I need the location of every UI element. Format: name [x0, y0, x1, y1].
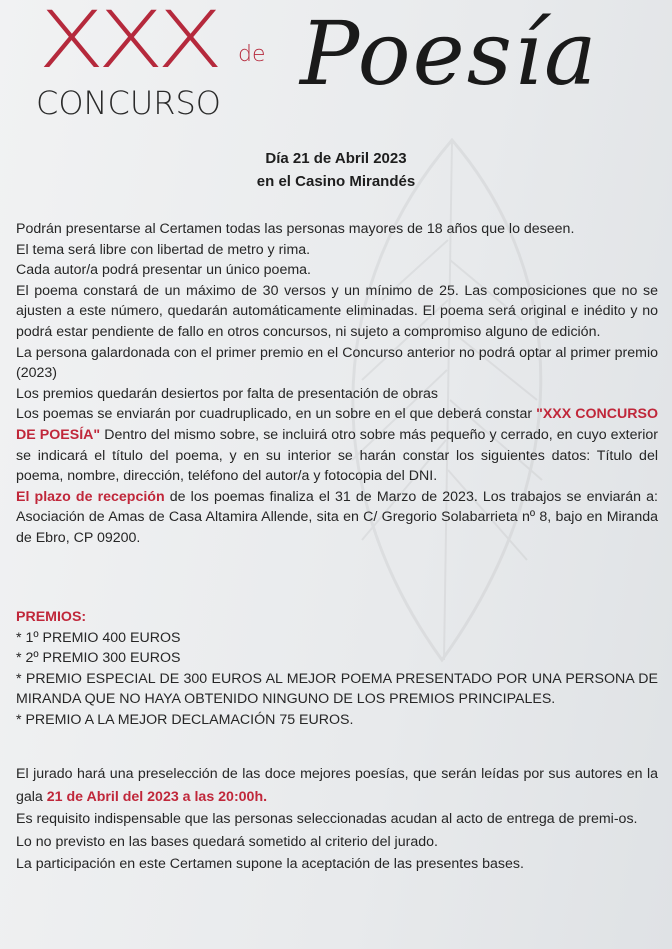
prize-item: * PREMIO A LA MEJOR DECLAMACIÓN 75 EUROS.	[16, 711, 354, 728]
rule-paragraph: Cada autor/a podrá presentar un único poema.	[16, 262, 311, 279]
closing-text: El jurado hará una preselección de las doce mejores poesías, que serán leídas por sus autores en la gala	[16, 766, 658, 805]
rule-paragraph: Los premios quedarán desiertos por falta de presentación de obras	[16, 385, 438, 402]
rule-paragraph: El poema constará de un máximo de 30 versos y un mínimo de 25. Las composiciones que no se ajusten a este número, quedarán automáticamente eliminadas. El poema será original e inédito y no podrá estar pendiente de fallo en otros concursos, ni sujeto a compromiso alguno de edición.	[16, 282, 658, 340]
rule-text: de los poemas finaliza el 31 de Marzo de 2023. Los trabajos se enviarán a: Asociación de Amas de Casa Altamira Allende, sita en C/ Gregorio Solabarrieta nº 8, bajo en Miranda de Ebro, CP 09200.	[16, 488, 658, 546]
prize-item: * 1º PREMIO 400 EUROS	[16, 629, 181, 646]
closing-paragraph: Lo no previsto en las bases quedará sometido al criterio del jurado.	[16, 833, 438, 850]
rule-paragraph: Podrán presentarse al Certamen todas las personas mayores de 18 años que lo deseen.	[16, 221, 575, 237]
concurso-label: CONCURSO	[36, 84, 221, 122]
rule-paragraph: La persona galardonada con el primer premio en el Concurso anterior no podrá optar al primer premio (2023)	[16, 344, 658, 382]
rule-text: Los poemas se enviarán por cuadruplicado, en un sobre en el que deberá constar	[16, 406, 537, 423]
rule-paragraph: El tema será libre con libertad de metro y rima.	[16, 241, 311, 258]
prize-item: * PREMIO ESPECIAL DE 300 EUROS AL MEJOR POEMA PRESENTADO POR UNA PERSONA DE MIRANDA QUE NO HAYA OBTENIDO NINGUNO DE LOS PREMIOS PRINCIPALES.	[16, 670, 658, 708]
poster-header	[0, 0, 672, 140]
roman-numeral-logo: XXX	[38, 0, 216, 86]
prize-item: * 2º PREMIO 300 EUROS	[16, 650, 181, 667]
rule-paragraph	[16, 487, 658, 549]
closing-paragraph: Es requisito indispensable que las personas seleccionadas acudan al acto de entrega de premi-os.	[16, 811, 638, 828]
prizes-section	[16, 607, 658, 731]
event-date: Día 21 de Abril 2023	[265, 150, 407, 167]
event-venue: en el Casino Mirandés	[256, 173, 416, 190]
de-label: de	[238, 42, 266, 67]
rule-paragraph	[16, 404, 658, 486]
closing-section	[16, 763, 658, 876]
closing-paragraph: La participación en este Certamen supone la aceptación de las presentes bases.	[16, 856, 524, 873]
rules-section	[16, 219, 658, 549]
deadline-highlight: El plazo de recepción	[16, 488, 165, 505]
rule-text: Dentro del mismo sobre, se incluirá otro sobre más pequeño y cerrado, en cuyo exterior se indicará el título del poema, y en su interior se harán constar los siguientes datos: Título del poema, nombre, dirección, teléfono del autor/a y fotocopia del DNI.	[16, 426, 658, 485]
poesia-title: Poesía	[300, 2, 599, 105]
contest-name-highlight: "XXX CONCURSO DE POESÍA"	[16, 406, 658, 443]
gala-date-highlight: 21 de Abril del 2023 a las 20:00h.	[46, 788, 268, 805]
prizes-title: PREMIOS:	[16, 609, 87, 625]
closing-paragraph	[16, 763, 658, 808]
